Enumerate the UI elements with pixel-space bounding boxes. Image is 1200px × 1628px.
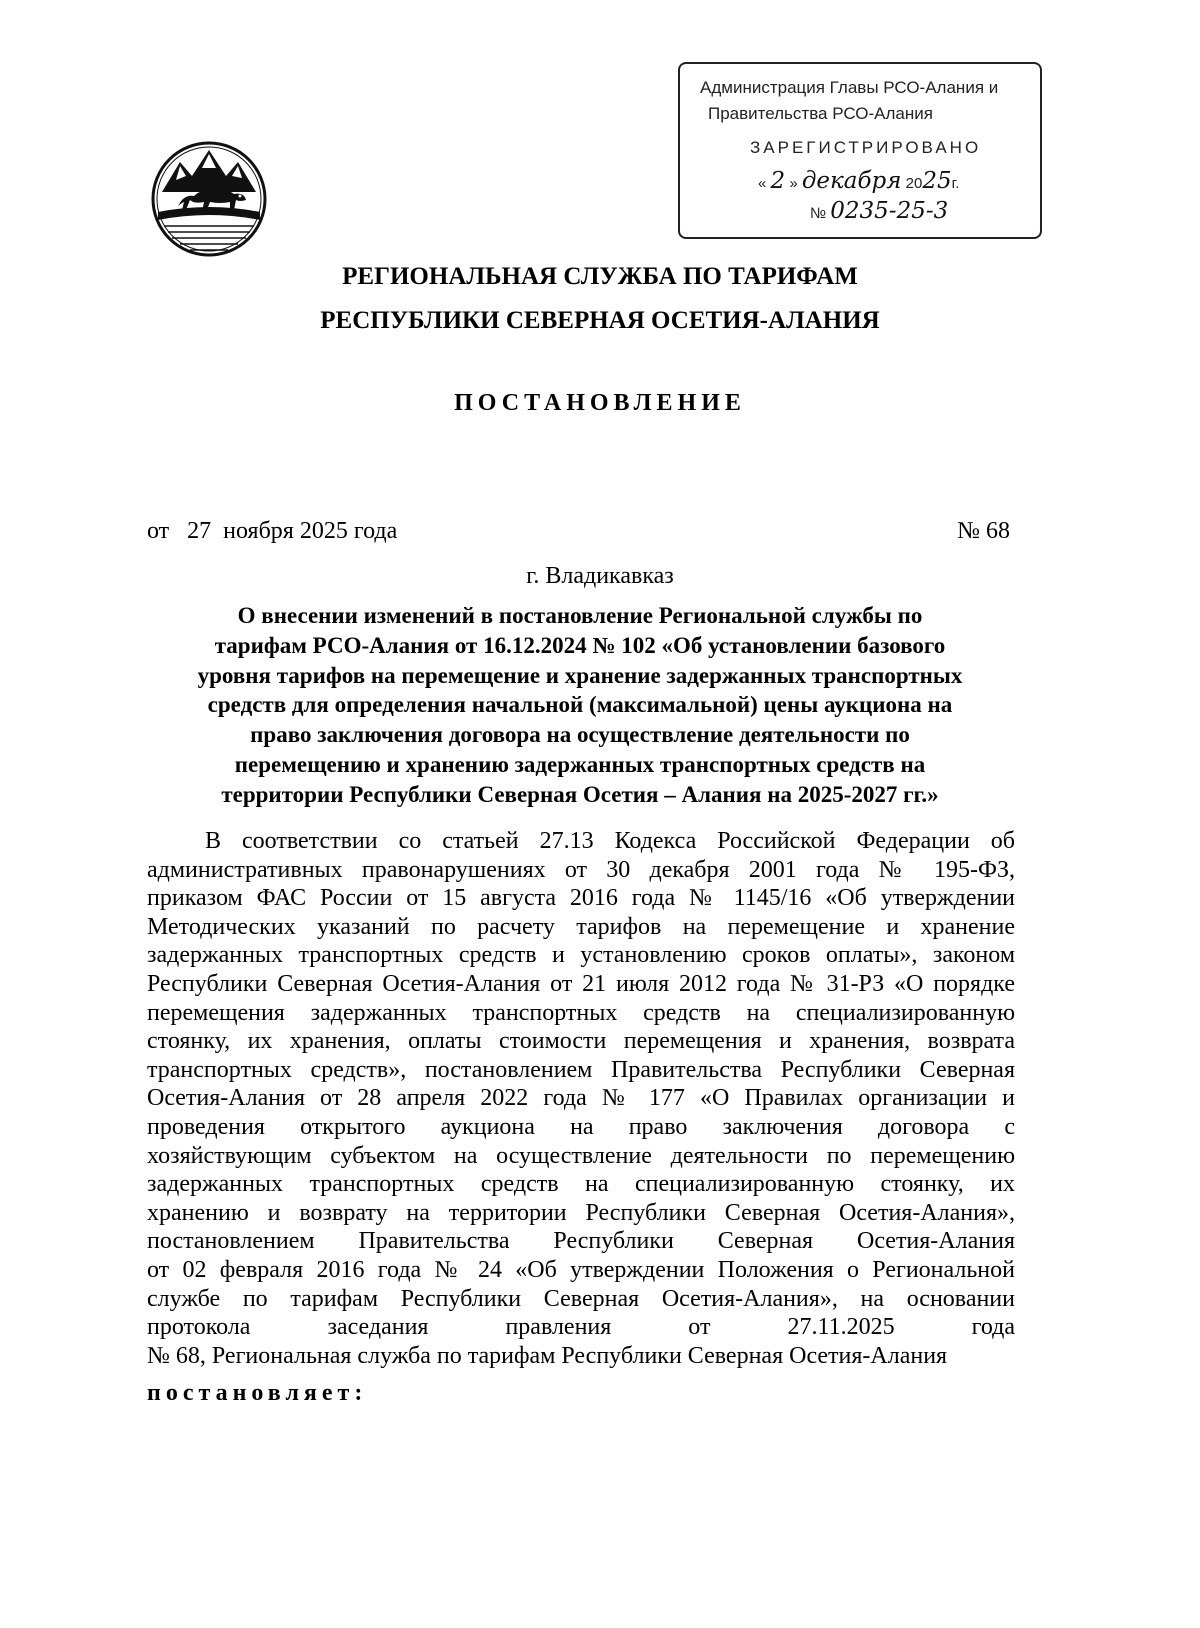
document-date: от 27 ноября 2025 года: [147, 518, 398, 544]
subject-line: тарифам РСО-Алания от 16.12.2024 № 102 «Об установлении базового: [214, 632, 946, 658]
body-line: Республики Северная Осетия-Алания от 21 июля 2012 года № 31-РЗ «О порядке: [147, 970, 1015, 997]
resolution-word: постановляет:: [147, 1380, 368, 1406]
subject-line: перемещению и хранению задержанных транспортных средств на: [234, 751, 926, 777]
stamp-org-line-1: Администрация Главы РСО-Алания и: [700, 78, 999, 97]
body-line: службе по тарифам Республики Северная Осетия-Алания», на основании: [147, 1285, 1015, 1312]
body-line: протокола заседания правления от 27.11.2025 года: [147, 1314, 1015, 1341]
body-line: постановлением Правительства Республики Северная Осетия-Алания: [147, 1228, 1015, 1255]
registration-stamp: [678, 62, 1042, 239]
body-line: от 02 февраля 2016 года № 24 «Об утверждении Положения о Региональной: [147, 1256, 1015, 1283]
org-title-line-2: РЕСПУБЛИКИ СЕВЕРНАЯ ОСЕТИЯ-АЛАНИЯ: [320, 307, 880, 334]
body-line: хранению и возврату на территории Республики Северная Осетия-Алания»,: [147, 1199, 1015, 1226]
body-line: задержанных транспортных средств на специализированную стоянку, их: [147, 1171, 1015, 1198]
stamp-year-letter: г.: [951, 175, 960, 192]
body-line: перемещения задержанных транспортных средств на специализированную: [147, 999, 1015, 1026]
body-line: стоянку, их хранения, оплаты стоимости перемещения и хранения, возврата: [147, 1028, 1015, 1055]
stamp-date: [758, 168, 959, 194]
body-line: приказом ФАС России от 15 августа 2016 года № 1145/16 «Об утверждении: [147, 885, 1015, 912]
body-line: проведения открытого аукциона на право заключения договора с: [147, 1113, 1015, 1140]
stamp-registered-label: ЗАРЕГИСТРИРОВАНО: [750, 138, 982, 157]
body-line: задержанных транспортных средств и установлению сроков оплаты», законом: [147, 942, 1015, 969]
body-line: Методических указаний по расчету тарифов на перемещение и хранение: [147, 913, 1015, 940]
stamp-year-suffix: 25: [922, 168, 952, 194]
coat-of-arms-emblem: [150, 140, 268, 258]
body-line: административных правонарушениях от 30 декабря 2001 года № 195-ФЗ,: [147, 856, 1015, 883]
org-title-line-1: РЕГИОНАЛЬНАЯ СЛУЖБА ПО ТАРИФАМ: [342, 263, 858, 290]
body-paragraph: [147, 827, 1015, 1370]
stamp-day: 2: [770, 168, 786, 194]
subject-line: средств для определения начальной (максимальной) цены аукциона на: [207, 692, 953, 718]
body-line: № 68, Региональная служба по тарифам Республики Северная Осетия-Алания: [147, 1342, 948, 1369]
document-subject: [130, 601, 1030, 810]
document-type: ПОСТАНОВЛЕНИЕ: [454, 390, 746, 416]
stamp-number: 0235-25-3: [830, 198, 949, 224]
subject-line: уровня тарифов на перемещение и хранение задержанных транспортных: [197, 662, 963, 688]
subject-line: О внесении изменений в постановление Региональной службы по: [237, 603, 923, 628]
stamp-quote-close: »: [789, 175, 798, 192]
body-line: Осетия-Алания от 28 апреля 2022 года № 177 «О Правилах организации и: [147, 1085, 1015, 1112]
stamp-number-row: [810, 198, 948, 224]
stamp-month: декабря: [801, 168, 902, 194]
body-line: хозяйствующим субъектом на осуществление деятельности по перемещению: [147, 1142, 1015, 1169]
subject-line: право заключения договора на осуществление деятельности по: [250, 722, 910, 748]
stamp-org-line-2: Правительства РСО-Алания: [708, 104, 933, 123]
body-line: В соответствии со статьей 27.13 Кодекса Российской Федерации об: [205, 828, 1015, 854]
document-number: № 68: [957, 518, 1010, 544]
document-city: г. Владикавказ: [526, 563, 674, 589]
stamp-quote-open: «: [758, 175, 767, 192]
body-line: транспортных средств», постановлением Правительства Республики Северная: [147, 1056, 1015, 1083]
stamp-number-label: №: [810, 205, 827, 222]
subject-line: территории Республики Северная Осетия – Алания на 2025-2027 гг.»: [221, 781, 939, 807]
stamp-year-prefix: 20: [905, 175, 923, 192]
